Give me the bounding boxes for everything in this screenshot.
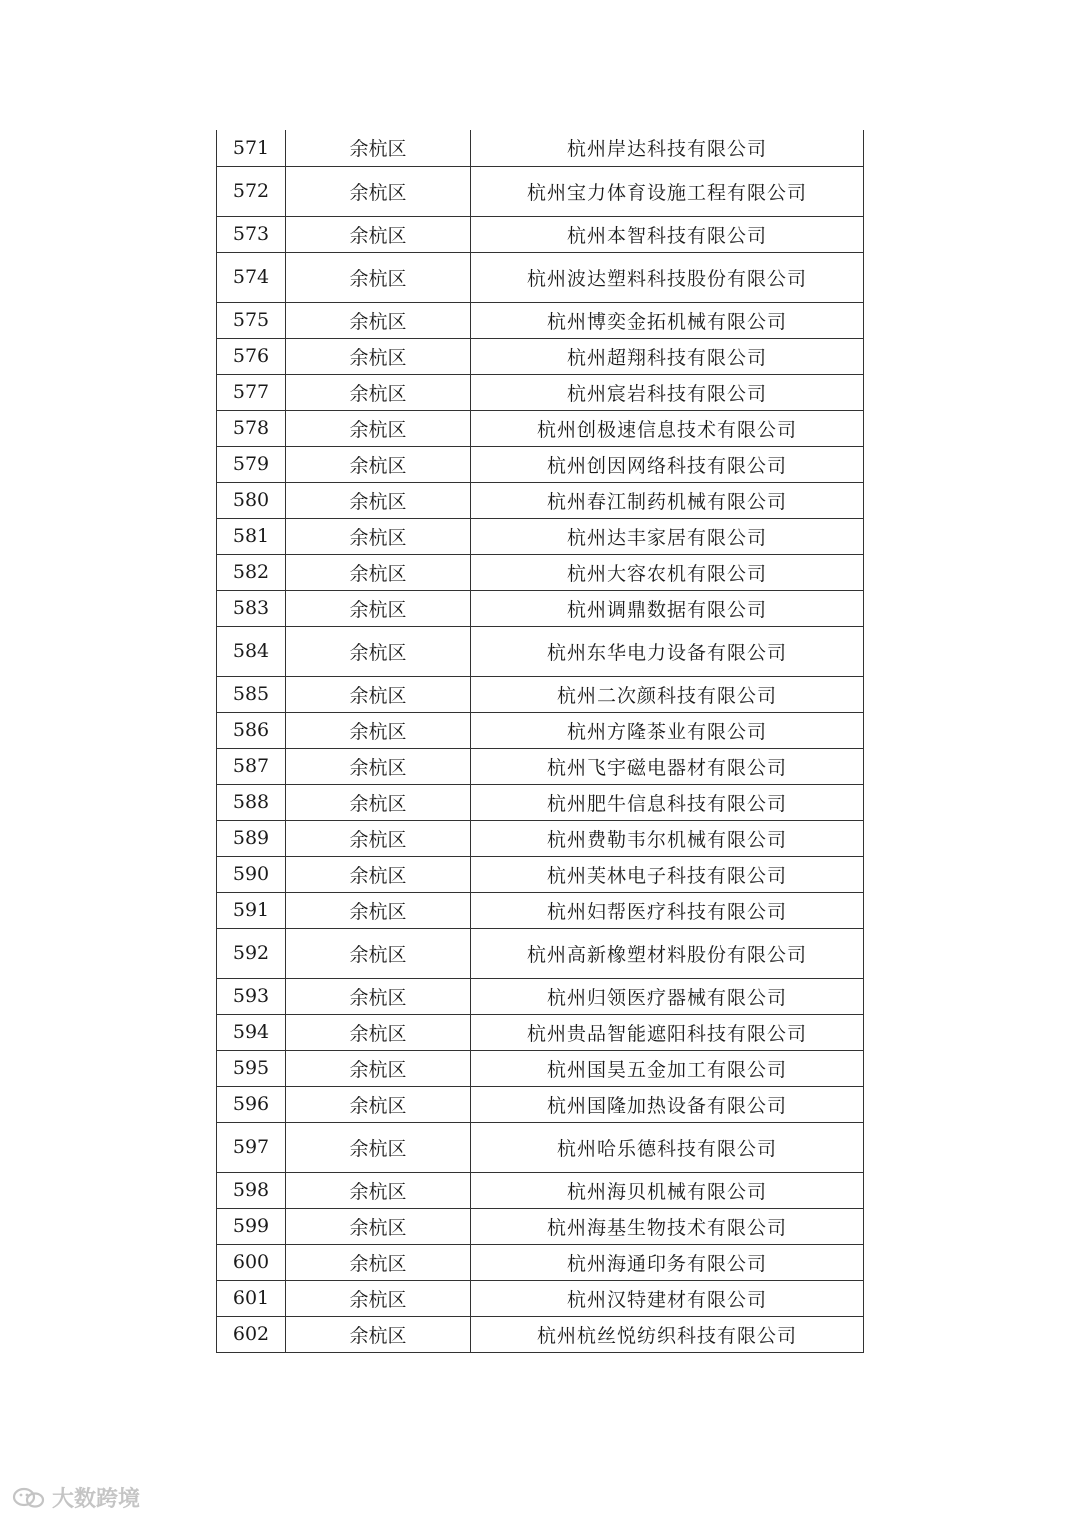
- company-name-cell: 杭州归领医疗器械有限公司: [471, 978, 864, 1014]
- row-number: 586: [217, 712, 286, 748]
- district-cell: 余杭区: [286, 1050, 471, 1086]
- company-name-cell: 杭州调鼎数据有限公司: [471, 590, 864, 626]
- company-name-cell: 杭州肥牛信息科技有限公司: [471, 784, 864, 820]
- row-number: 579: [217, 446, 286, 482]
- row-number: 580: [217, 482, 286, 518]
- company-name-cell: 杭州达丰家居有限公司: [471, 518, 864, 554]
- company-name-cell: 杭州创因网络科技有限公司: [471, 446, 864, 482]
- company-name-cell: 杭州国昊五金加工有限公司: [471, 1050, 864, 1086]
- company-name-cell: 杭州波达塑料科技股份有限公司: [471, 252, 864, 302]
- table-row: [217, 338, 864, 374]
- company-name-cell: 杭州创极速信息技术有限公司: [471, 410, 864, 446]
- district-cell: 余杭区: [286, 216, 471, 252]
- district-cell: 余杭区: [286, 1122, 471, 1172]
- table-row: [217, 978, 864, 1014]
- district-cell: 余杭区: [286, 1014, 471, 1050]
- company-name-cell: 杭州春江制药机械有限公司: [471, 482, 864, 518]
- company-name-cell: 杭州海基生物技术有限公司: [471, 1208, 864, 1244]
- row-number: 600: [217, 1244, 286, 1280]
- row-number: 576: [217, 338, 286, 374]
- company-name-cell: 杭州贵品智能遮阳科技有限公司: [471, 1014, 864, 1050]
- district-cell: 余杭区: [286, 252, 471, 302]
- company-name-cell: 杭州东华电力设备有限公司: [471, 626, 864, 676]
- table-row: [217, 1172, 864, 1208]
- row-number: 587: [217, 748, 286, 784]
- district-cell: 余杭区: [286, 410, 471, 446]
- table-body: [217, 130, 864, 1352]
- company-list-table: [216, 130, 864, 1353]
- row-number: 591: [217, 892, 286, 928]
- row-number: 589: [217, 820, 286, 856]
- district-cell: 余杭区: [286, 590, 471, 626]
- row-number: 593: [217, 978, 286, 1014]
- company-name-cell: 杭州博奕金拓机械有限公司: [471, 302, 864, 338]
- row-number: 583: [217, 590, 286, 626]
- company-name-cell: 杭州汉特建材有限公司: [471, 1280, 864, 1316]
- table-row: [217, 1280, 864, 1316]
- company-name-cell: 杭州哈乐德科技有限公司: [471, 1122, 864, 1172]
- row-number: 596: [217, 1086, 286, 1122]
- watermark-text: 大数跨境: [52, 1487, 141, 1512]
- table-row: [217, 928, 864, 978]
- district-cell: 余杭区: [286, 1280, 471, 1316]
- row-number: 573: [217, 216, 286, 252]
- table-row: [217, 1208, 864, 1244]
- row-number: 584: [217, 626, 286, 676]
- district-cell: 余杭区: [286, 820, 471, 856]
- district-cell: 余杭区: [286, 446, 471, 482]
- company-name-cell: 杭州芙林电子科技有限公司: [471, 856, 864, 892]
- table-row: [217, 1014, 864, 1050]
- company-name-cell: 杭州方隆茶业有限公司: [471, 712, 864, 748]
- district-cell: 余杭区: [286, 1208, 471, 1244]
- row-number: 585: [217, 676, 286, 712]
- table-row: [217, 1086, 864, 1122]
- row-number: 598: [217, 1172, 286, 1208]
- table-row: [217, 626, 864, 676]
- company-name-cell: 杭州费勒韦尔机械有限公司: [471, 820, 864, 856]
- district-cell: 余杭区: [286, 748, 471, 784]
- row-number: 577: [217, 374, 286, 410]
- district-cell: 余杭区: [286, 676, 471, 712]
- district-cell: 余杭区: [286, 554, 471, 590]
- company-name-cell: 杭州妇帮医疗科技有限公司: [471, 892, 864, 928]
- row-number: 574: [217, 252, 286, 302]
- row-number: 597: [217, 1122, 286, 1172]
- table-row: [217, 374, 864, 410]
- table-row: [217, 712, 864, 748]
- row-number: 594: [217, 1014, 286, 1050]
- table-row: [217, 302, 864, 338]
- district-cell: 余杭区: [286, 482, 471, 518]
- company-name-cell: 杭州大容农机有限公司: [471, 554, 864, 590]
- table-row: [217, 1316, 864, 1352]
- table-row: [217, 166, 864, 216]
- table-row: [217, 676, 864, 712]
- table-row: [217, 892, 864, 928]
- row-number: 602: [217, 1316, 286, 1352]
- watermark: [12, 1482, 140, 1513]
- district-cell: 余杭区: [286, 338, 471, 374]
- table-row: [217, 784, 864, 820]
- wechat-logo-icon: [12, 1486, 46, 1510]
- district-cell: 余杭区: [286, 130, 471, 166]
- district-cell: 余杭区: [286, 1172, 471, 1208]
- row-number: 581: [217, 518, 286, 554]
- row-number: 590: [217, 856, 286, 892]
- table-row: [217, 590, 864, 626]
- district-cell: 余杭区: [286, 784, 471, 820]
- company-name-cell: 杭州宝力体育设施工程有限公司: [471, 166, 864, 216]
- row-number: 578: [217, 410, 286, 446]
- district-cell: 余杭区: [286, 518, 471, 554]
- district-cell: 余杭区: [286, 1086, 471, 1122]
- table-row: [217, 130, 864, 166]
- company-name-cell: 杭州宸岩科技有限公司: [471, 374, 864, 410]
- company-name-cell: 杭州岸达科技有限公司: [471, 130, 864, 166]
- table-row: [217, 410, 864, 446]
- row-number: 571: [217, 130, 286, 166]
- district-cell: 余杭区: [286, 712, 471, 748]
- company-name-cell: 杭州本智科技有限公司: [471, 216, 864, 252]
- district-cell: 余杭区: [286, 928, 471, 978]
- company-name-cell: 杭州杭丝悦纺织科技有限公司: [471, 1316, 864, 1352]
- district-cell: 余杭区: [286, 856, 471, 892]
- row-number: 575: [217, 302, 286, 338]
- district-cell: 余杭区: [286, 626, 471, 676]
- company-name-cell: 杭州二次颜科技有限公司: [471, 676, 864, 712]
- row-number: 599: [217, 1208, 286, 1244]
- table-row: [217, 1050, 864, 1086]
- district-cell: 余杭区: [286, 166, 471, 216]
- table-row: [217, 820, 864, 856]
- table-row: [217, 252, 864, 302]
- company-name-cell: 杭州国隆加热设备有限公司: [471, 1086, 864, 1122]
- company-name-cell: 杭州高新橡塑材料股份有限公司: [471, 928, 864, 978]
- district-cell: 余杭区: [286, 978, 471, 1014]
- table-row: [217, 518, 864, 554]
- district-cell: 余杭区: [286, 374, 471, 410]
- row-number: 595: [217, 1050, 286, 1086]
- table-row: [217, 1122, 864, 1172]
- row-number: 601: [217, 1280, 286, 1316]
- table-row: [217, 216, 864, 252]
- district-cell: 余杭区: [286, 892, 471, 928]
- company-name-cell: 杭州超翔科技有限公司: [471, 338, 864, 374]
- table-row: [217, 446, 864, 482]
- district-cell: 余杭区: [286, 1316, 471, 1352]
- row-number: 588: [217, 784, 286, 820]
- table-row: [217, 482, 864, 518]
- district-cell: 余杭区: [286, 1244, 471, 1280]
- row-number: 592: [217, 928, 286, 978]
- row-number: 582: [217, 554, 286, 590]
- company-name-cell: 杭州海通印务有限公司: [471, 1244, 864, 1280]
- company-name-cell: 杭州飞宇磁电器材有限公司: [471, 748, 864, 784]
- row-number: 572: [217, 166, 286, 216]
- table-row: [217, 554, 864, 590]
- table-row: [217, 1244, 864, 1280]
- table-row: [217, 856, 864, 892]
- district-cell: 余杭区: [286, 302, 471, 338]
- company-name-cell: 杭州海贝机械有限公司: [471, 1172, 864, 1208]
- table-row: [217, 748, 864, 784]
